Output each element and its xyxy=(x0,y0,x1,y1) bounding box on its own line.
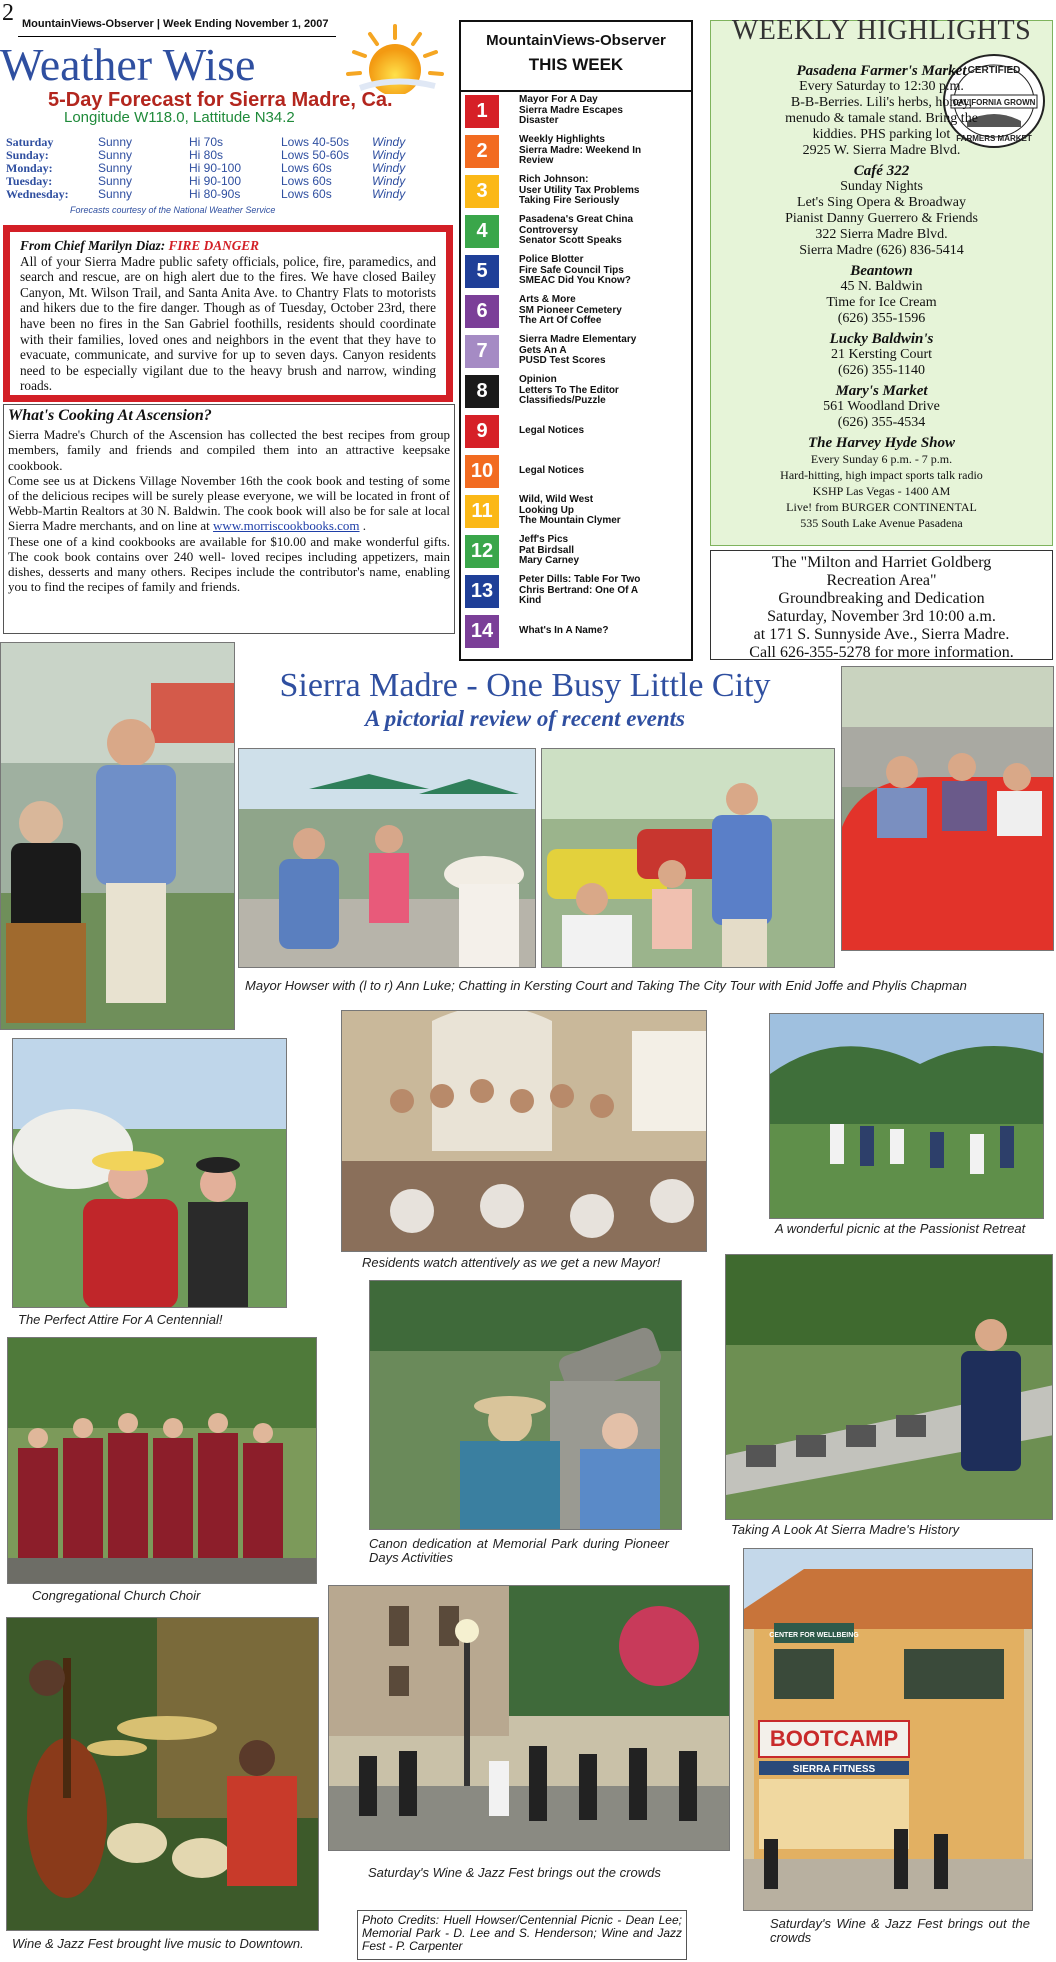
center-for-wellbeing-sign: CENTER FOR WELLBEING xyxy=(769,1632,859,1639)
caption-residents: Residents watch attentively as we get a new Mayor! xyxy=(362,1255,661,1270)
index-number-badge: 3 xyxy=(465,175,499,208)
forecast-high: Hi 70s xyxy=(189,135,224,149)
index-number-badge: 6 xyxy=(465,295,499,328)
forecast-title: 5-Day Forecast for Sierra Madre, Ca. xyxy=(48,89,393,111)
index-number-badge: 4 xyxy=(465,215,499,248)
index-item-text: Wild, Wild West Looking Up The Mountain Clymer xyxy=(519,494,621,527)
cooking-text: Come see us at Dickens Village November 16th the cook book and testing of some of the delicious recipes will be surely please everyone, we will be located in front of Webb-Martin Realtors at 30 N. Baldwin. The cook book will also be for sale at local Sierra Madre merchants, and on line at xyxy=(8,472,450,534)
forecast-row xyxy=(6,188,446,201)
recreation-area-notice xyxy=(710,550,1053,660)
this-week-index xyxy=(459,20,693,661)
highlight-line: Every Saturday to 12:30 p.m. xyxy=(799,79,964,94)
highlight-name: Beantown xyxy=(850,263,913,279)
photo-credits: Photo Credits: Huell Howser/Centennial Picnic - Dean Lee; Memorial Park - D. Lee and S. Henderson; Wine and Jazz Fest - P. Carpenter xyxy=(357,1910,687,1960)
forecast-wind: Windy xyxy=(372,148,406,162)
paper-name: MountainViews-Observer xyxy=(486,32,666,49)
weekly-highlights xyxy=(710,15,1053,546)
photo-section-title: Sierra Madre - One Busy Little City xyxy=(279,667,771,704)
index-item[interactable] xyxy=(461,173,691,209)
cooking-article xyxy=(3,404,455,634)
index-number-badge: 1 xyxy=(465,95,499,128)
photo-city-tour-chatting xyxy=(541,748,835,968)
highlight-line: 561 Woodland Drive xyxy=(823,399,940,414)
photo-canon-dedication xyxy=(369,1280,682,1530)
index-item-text: Pasadena's Great China Controversy Senator Scott Speaks xyxy=(519,214,634,247)
photo-kersting-court xyxy=(238,748,536,968)
index-item-text: Mayor For A Day Sierra Madre Escapes Disaster xyxy=(519,94,623,127)
photo-jazz-fest-crowds xyxy=(328,1585,730,1851)
index-item-text: Rich Johnson: User Utility Tax Problems Taking Fire Seriously xyxy=(519,174,640,207)
index-item-text: Legal Notices xyxy=(519,424,585,436)
bootcamp-sign: BOOTCAMP xyxy=(769,1726,899,1751)
highlight-line: menudo & tamale stand. Bring the xyxy=(785,111,978,126)
header-rule xyxy=(18,36,336,37)
forecast-high: Hi 80-90s xyxy=(189,187,241,201)
page-number: 2 xyxy=(2,0,14,26)
highlights-list xyxy=(711,59,1052,531)
caption-crowds-right: Saturday's Wine & Jazz Fest brings out the crowds xyxy=(770,1916,1030,1945)
index-item[interactable] xyxy=(461,413,691,449)
forecast-day: Sunday: xyxy=(6,148,49,162)
seal-text-mid: CALIFORNIA GROWN xyxy=(952,98,1036,107)
forecast-low: Lows 60s xyxy=(281,187,332,201)
index-number-badge: 2 xyxy=(465,135,499,168)
recreation-line: Saturday, November 3rd 10:00 a.m. xyxy=(767,608,996,625)
cooking-paragraph: Sierra Madre's Church of the Ascension has collected the best recipes from group members, family and friends and compiled them into an attractive keepsake cookbook. xyxy=(8,427,450,473)
highlight-line: KSHP Las Vegas - 1400 AM xyxy=(812,484,951,498)
highlight-line: Pianist Danny Guerrero & Friends xyxy=(785,211,978,226)
forecast-wind: Windy xyxy=(372,174,406,188)
forecast-condition: Sunny xyxy=(98,148,133,162)
forecast-day: Monday: xyxy=(6,161,53,175)
recreation-line: at 171 S. Sunnyside Ave., Sierra Madre. xyxy=(753,626,1010,643)
highlight-entry xyxy=(711,163,1052,259)
seal-text-top: CERTIFIED xyxy=(967,65,1021,76)
index-number-badge: 5 xyxy=(465,255,499,288)
recreation-line: Groundbreaking and Dedication xyxy=(778,590,985,607)
index-item-text: Jeff's Pics Pat Birdsall Mary Carney xyxy=(519,534,580,567)
photo-bootcamp-storefront xyxy=(743,1548,1033,1911)
photo-mayor-ann-luke xyxy=(0,642,235,1030)
highlight-line: Time for Ice Cream xyxy=(826,295,937,310)
highlight-line: Sierra Madre (626) 836-5414 xyxy=(799,243,964,258)
forecast-wind: Windy xyxy=(372,187,406,201)
forecast-credit: Forecasts courtesy of the National Weather Service xyxy=(70,205,276,215)
index-item-text: Weekly Highlights Sierra Madre: Weekend In Review xyxy=(519,134,642,167)
forecast-day: Wednesday: xyxy=(6,187,69,201)
recreation-line: The "Milton and Harriet Goldberg xyxy=(771,554,992,571)
index-item[interactable] xyxy=(461,93,691,129)
index-item-text: Police Blotter Fire Safe Council Tips SMEAC Did You Know? xyxy=(519,254,631,287)
index-item[interactable] xyxy=(461,333,691,369)
forecast-wind: Windy xyxy=(372,161,406,175)
highlight-name: Café 322 xyxy=(853,163,910,179)
highlight-name: Mary's Market xyxy=(835,383,928,399)
cooking-paragraph xyxy=(8,473,450,534)
cooking-text-end: . xyxy=(359,518,367,534)
index-item-text: Sierra Madre Elementary Gets An A PUSD Test Scores xyxy=(519,334,637,367)
longitude-latitude: Longitude W118.0, Lattitude N34.2 xyxy=(64,109,295,126)
highlight-line: 322 Sierra Madre Blvd. xyxy=(815,227,948,242)
index-item-text: Opinion Letters To The Editor Classifieds/Puzzle xyxy=(519,374,619,407)
forecast-high: Hi 90-100 xyxy=(189,161,242,175)
caption-mayor: Mayor Howser with (l to r) Ann Luke; Chatting in Kersting Court and Taking The City Tour with Enid Joffe and Phylis Chapman xyxy=(245,978,967,993)
forecast-day: Saturday xyxy=(6,135,54,149)
cookbook-link[interactable]: www.morriscookbooks.com xyxy=(213,518,360,534)
index-item[interactable] xyxy=(461,613,691,649)
highlight-entry xyxy=(711,263,1052,327)
forecast-condition: Sunny xyxy=(98,161,133,175)
index-item[interactable] xyxy=(461,373,691,409)
highlight-name: The Harvey Hyde Show xyxy=(807,435,956,451)
highlight-line: (626) 355-1140 xyxy=(838,363,925,378)
index-item[interactable] xyxy=(461,133,691,169)
caption-choir: Congregational Church Choir xyxy=(32,1588,201,1603)
caption-history: Taking A Look At Sierra Madre's History xyxy=(731,1522,960,1537)
caption-crowds-center: Saturday's Wine & Jazz Fest brings out the crowds xyxy=(368,1865,661,1880)
photo-passionist-picnic xyxy=(769,1013,1044,1219)
photo-sierra-madre-history xyxy=(725,1254,1053,1520)
sierra-fitness-sign: SIERRA FITNESS xyxy=(792,1764,876,1775)
caption-attire: The Perfect Attire For A Centennial! xyxy=(18,1312,223,1327)
index-item[interactable] xyxy=(461,493,691,529)
index-number-badge: 11 xyxy=(465,495,499,528)
highlight-entry xyxy=(711,63,1052,159)
index-item[interactable] xyxy=(461,573,691,609)
seal-text-bot: FARMERS MARKET xyxy=(956,134,1032,143)
recreation-line: Recreation Area" xyxy=(826,572,937,589)
highlight-line: 45 N. Baldwin xyxy=(840,279,923,294)
cooking-paragraph: These one of a kind cookbooks are available for $10.00 and make wonderful gifts. The cook book contains over 240 well- loved recipes including appetizers, main dishes, desserts and many others. Recipes include the contributor's name, enabling you to find the recipes of family and friends. xyxy=(8,533,450,595)
highlight-line: Sunday Nights xyxy=(840,179,923,194)
this-week-title: THIS WEEK xyxy=(528,55,624,74)
this-week-header xyxy=(461,22,691,92)
fire-danger-body: All of your Sierra Madre public safety officials, police, fire, paramedics, and search and rescue, are on high alert due to the fires. We have closed Bailey Canyon, Mt. Wilson Trail, and Santa Anita Ave. to Chantry Flats to motorists and hikers due to the fire danger. Though as of Tuesday, October 23rd, there have been no fires in the San Gabriel foothills, residents should coordinate with their families, loved ones and neighbors in the event that they have to evacuate, communicate, and survive for up to seven days. Canyon residents need to be especially vigilant due to the heavy brush and narrow, winding roads. xyxy=(20,253,436,394)
index-number-badge: 10 xyxy=(465,455,499,488)
photo-centennial-attire xyxy=(12,1038,287,1308)
forecast-low: Lows 50-60s xyxy=(281,148,350,162)
highlight-name: Lucky Baldwin's xyxy=(829,331,934,347)
highlight-line: B-B-Berries. Lili's herbs, honey, xyxy=(790,95,973,110)
photo-red-convertible-tour xyxy=(841,666,1054,951)
index-item-text: Legal Notices xyxy=(519,464,585,476)
highlight-line: Live! from BURGER CONTINENTAL xyxy=(786,500,977,514)
forecast-high: Hi 80s xyxy=(189,148,224,162)
highlight-entry xyxy=(711,435,1052,531)
index-number-badge: 14 xyxy=(465,615,499,648)
forecast-low: Lows 40-50s xyxy=(281,135,350,149)
recreation-line: Call 626-355-5278 for more information. xyxy=(749,644,1014,661)
masthead: MountainViews-Observer | Week Ending November 1, 2007 xyxy=(22,18,329,30)
fire-danger-notice xyxy=(3,225,453,402)
forecast-condition: Sunny xyxy=(98,174,133,188)
forecast-high: Hi 90-100 xyxy=(189,174,242,188)
forecast-low: Lows 60s xyxy=(281,161,332,175)
forecast-low: Lows 60s xyxy=(281,174,332,188)
index-item-text: Peter Dills: Table For Two Chris Bertrand: One Of A Kind xyxy=(519,574,641,607)
index-item[interactable] xyxy=(461,453,691,489)
photo-church-choir xyxy=(7,1337,317,1584)
caption-canon: Canon dedication at Memorial Park during Pioneer Days Activities xyxy=(369,1536,669,1565)
highlight-line: 535 South Lake Avenue Pasadena xyxy=(800,516,963,530)
highlights-title: WEEKLY HIGHLIGHTS xyxy=(731,15,1032,46)
photo-residents-watch xyxy=(341,1010,707,1252)
highlight-entry xyxy=(711,383,1052,431)
index-item[interactable] xyxy=(461,253,691,289)
forecast-table xyxy=(6,136,446,201)
highlight-line: Let's Sing Opera & Broadway xyxy=(797,195,966,210)
index-number-badge: 12 xyxy=(465,535,499,568)
photo-jazz-musicians xyxy=(6,1617,319,1931)
index-item[interactable] xyxy=(461,213,691,249)
index-number-badge: 13 xyxy=(465,575,499,608)
sun-icon xyxy=(340,18,450,94)
cooking-title: What's Cooking At Ascension? xyxy=(8,407,212,424)
index-item-text: What's In A Name? xyxy=(519,624,609,636)
fire-danger-heading xyxy=(20,238,436,254)
forecast-wind: Windy xyxy=(372,135,406,149)
index-item[interactable] xyxy=(461,293,691,329)
index-number-badge: 9 xyxy=(465,415,499,448)
highlight-line: Every Sunday 6 p.m. - 7 p.m. xyxy=(810,452,953,466)
caption-picnic: A wonderful picnic at the Passionist Retreat xyxy=(775,1221,1026,1236)
highlight-line: (626) 355-4534 xyxy=(837,415,926,430)
weather-title: Weather Wise xyxy=(0,39,256,90)
caption-jazz-music: Wine & Jazz Fest brought live music to Downtown. xyxy=(12,1936,304,1951)
index-item[interactable] xyxy=(461,533,691,569)
fire-danger-from: From Chief Marilyn Diaz: xyxy=(20,238,166,253)
fire-danger-label: FIRE DANGER xyxy=(168,238,260,253)
highlight-line: (626) 355-1596 xyxy=(837,311,926,326)
highlight-line: kiddies. PHS parking lot xyxy=(812,127,951,142)
photo-section-subtitle: A pictorial review of recent events xyxy=(364,706,686,731)
highlight-line: Hard-hitting, high impact sports talk radio xyxy=(780,468,983,482)
highlight-line: 2925 W. Sierra Madre Blvd. xyxy=(802,143,961,158)
highlight-line: 21 Kersting Court xyxy=(830,347,933,362)
forecast-condition: Sunny xyxy=(98,135,133,149)
forecast-condition: Sunny xyxy=(98,187,133,201)
highlight-name: Pasadena Farmer's Market xyxy=(796,63,967,79)
forecast-day: Tuesday: xyxy=(6,174,53,188)
index-item-text: Arts & More SM Pioneer Cemetery The Art Of Coffee xyxy=(519,294,622,327)
index-number-badge: 7 xyxy=(465,335,499,368)
highlight-entry xyxy=(711,331,1052,379)
index-number-badge: 8 xyxy=(465,375,499,408)
